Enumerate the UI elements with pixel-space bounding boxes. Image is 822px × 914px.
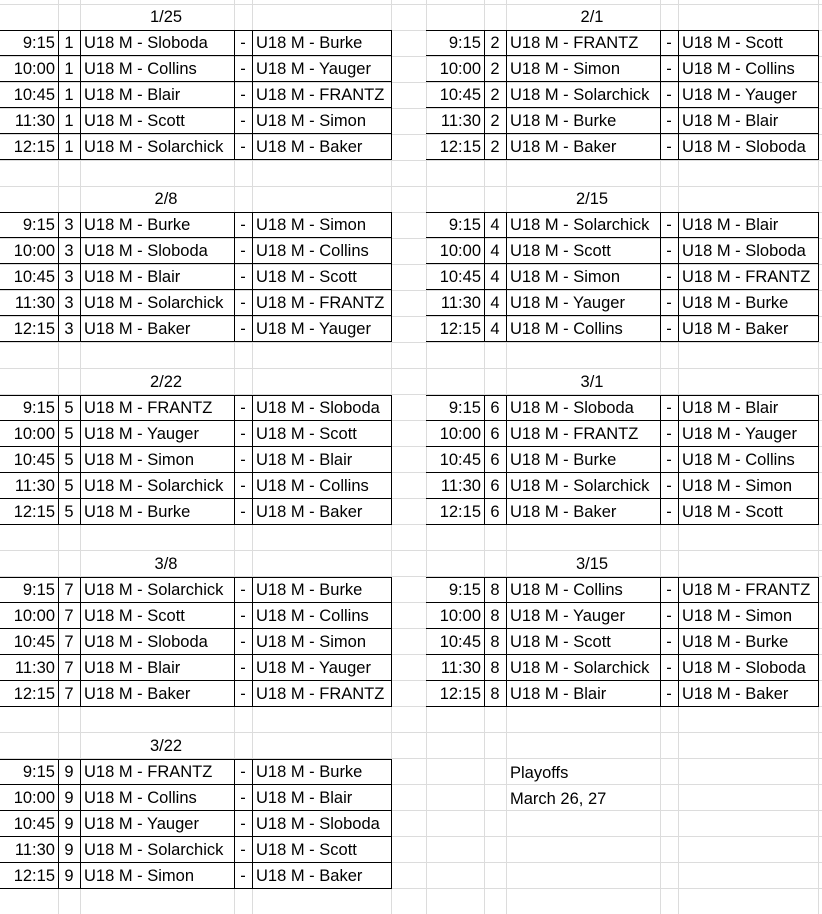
game-row xyxy=(0,238,822,264)
field-number-cell[interactable]: 9 xyxy=(64,763,74,781)
separator-cell[interactable]: - xyxy=(240,60,246,78)
game-row xyxy=(0,577,822,603)
home-team-cell[interactable]: U18 M - Collins xyxy=(84,789,197,807)
game-row xyxy=(0,134,822,160)
week-block-3-22 xyxy=(0,733,822,889)
game-row xyxy=(0,108,822,134)
home-team-cell[interactable]: U18 M - Solarchick xyxy=(84,294,224,312)
away-team-cell[interactable]: U18 M - Simon xyxy=(256,112,367,130)
game-time-cell[interactable]: 9:15 xyxy=(22,216,55,234)
game-time-cell[interactable]: 9:15 xyxy=(22,581,55,599)
separator-cell[interactable]: - xyxy=(240,581,246,599)
home-team-cell[interactable]: U18 M - Solarchick xyxy=(84,841,224,859)
home-team-cell[interactable]: U18 M - Blair xyxy=(84,268,181,286)
field-number-cell[interactable]: 9 xyxy=(64,867,74,885)
game-time-cell[interactable]: 11:30 xyxy=(14,477,55,495)
row-border xyxy=(426,159,818,160)
week-date[interactable]: 3/8 xyxy=(154,555,178,573)
field-number-cell[interactable]: 3 xyxy=(64,242,74,260)
game-time-cell[interactable]: 12:15 xyxy=(439,320,481,338)
away-team-cell[interactable]: U18 M - Yauger xyxy=(682,425,797,443)
away-team-cell[interactable]: U18 M - Scott xyxy=(256,425,357,443)
separator-cell[interactable]: - xyxy=(240,86,246,104)
game-time-cell[interactable]: 10:45 xyxy=(439,633,481,651)
field-number-cell[interactable]: 5 xyxy=(64,399,74,417)
separator-cell[interactable]: - xyxy=(240,320,246,338)
away-team-cell[interactable]: U18 M - FRANTZ xyxy=(256,685,385,703)
home-team-cell[interactable]: U18 M - Collins xyxy=(510,581,623,599)
separator-cell[interactable]: - xyxy=(240,294,246,312)
away-team-cell[interactable]: U18 M - Collins xyxy=(256,477,369,495)
game-row xyxy=(0,290,822,316)
separator-cell[interactable]: - xyxy=(240,477,246,495)
game-time-cell[interactable]: 10:00 xyxy=(13,607,55,625)
game-time-cell[interactable]: 9:15 xyxy=(22,34,55,52)
away-team-cell[interactable]: U18 M - Sloboda xyxy=(682,242,806,260)
separator-cell[interactable]: - xyxy=(666,294,672,312)
home-team-cell[interactable]: U18 M - Sloboda xyxy=(84,242,208,260)
field-number-cell[interactable]: 6 xyxy=(490,451,500,469)
field-number-cell[interactable]: 7 xyxy=(64,607,74,625)
away-team-cell[interactable]: U18 M - Blair xyxy=(682,112,779,130)
field-number-cell[interactable]: 7 xyxy=(64,685,74,703)
home-team-cell[interactable]: U18 M - Sloboda xyxy=(84,633,208,651)
away-team-cell[interactable]: U18 M - Burke xyxy=(256,763,363,781)
home-team-cell[interactable]: U18 M - Solarchick xyxy=(510,477,650,495)
field-number-cell[interactable]: 4 xyxy=(490,294,500,312)
game-time-cell[interactable]: 10:00 xyxy=(13,60,55,78)
game-time-cell[interactable]: 12:15 xyxy=(13,867,55,885)
game-time-cell[interactable]: 11:30 xyxy=(440,659,481,677)
field-number-cell[interactable]: 6 xyxy=(490,503,500,521)
away-team-cell[interactable]: U18 M - FRANTZ xyxy=(682,268,811,286)
separator-cell[interactable]: - xyxy=(666,581,672,599)
home-team-cell[interactable]: U18 M - Simon xyxy=(84,867,195,885)
row-border xyxy=(426,524,818,525)
game-row xyxy=(0,212,822,238)
away-team-cell[interactable]: U18 M - FRANTZ xyxy=(682,581,811,599)
game-time-cell[interactable]: 12:15 xyxy=(439,138,481,156)
home-team-cell[interactable]: U18 M - Scott xyxy=(84,607,185,625)
separator-cell[interactable]: - xyxy=(240,867,246,885)
home-team-cell[interactable]: U18 M - Simon xyxy=(510,60,621,78)
home-team-cell[interactable]: U18 M - Simon xyxy=(510,268,621,286)
week-date[interactable]: 3/22 xyxy=(149,737,183,755)
home-team-cell[interactable]: U18 M - Blair xyxy=(84,86,181,104)
game-time-cell[interactable]: 10:45 xyxy=(13,451,55,469)
field-number-cell[interactable]: 6 xyxy=(490,425,500,443)
field-number-cell[interactable]: 6 xyxy=(490,399,500,417)
field-number-cell[interactable]: 4 xyxy=(490,242,500,260)
game-time-cell[interactable]: 10:00 xyxy=(439,425,481,443)
separator-cell[interactable]: - xyxy=(666,633,672,651)
row-border xyxy=(0,888,391,889)
field-number-cell[interactable]: 5 xyxy=(64,477,74,495)
game-time-cell[interactable]: 10:45 xyxy=(13,86,55,104)
game-time-cell[interactable]: 11:30 xyxy=(14,294,55,312)
game-row xyxy=(0,629,822,655)
game-time-cell[interactable]: 10:00 xyxy=(13,425,55,443)
home-team-cell[interactable]: U18 M - Collins xyxy=(510,320,623,338)
field-number-cell[interactable]: 7 xyxy=(64,659,74,677)
separator-cell[interactable]: - xyxy=(240,242,246,260)
game-time-cell[interactable]: 10:00 xyxy=(439,607,481,625)
separator-cell[interactable]: - xyxy=(240,268,246,286)
week-block-2-15 xyxy=(0,186,822,342)
home-team-cell[interactable]: U18 M - Blair xyxy=(510,685,607,703)
game-time-cell[interactable]: 12:15 xyxy=(13,138,55,156)
separator-cell[interactable]: - xyxy=(240,789,246,807)
field-number-cell[interactable]: 8 xyxy=(490,633,500,651)
game-time-cell[interactable]: 9:15 xyxy=(448,581,481,599)
away-team-cell[interactable]: U18 M - Baker xyxy=(256,138,363,156)
field-number-cell[interactable]: 2 xyxy=(490,34,500,52)
field-number-cell[interactable]: 1 xyxy=(64,112,74,130)
grid-row-line xyxy=(0,342,822,343)
game-time-cell[interactable]: 10:00 xyxy=(439,60,481,78)
separator-cell[interactable]: - xyxy=(666,34,672,52)
separator-cell[interactable]: - xyxy=(240,815,246,833)
home-team-cell[interactable]: U18 M - Sloboda xyxy=(84,34,208,52)
home-team-cell[interactable]: U18 M - Burke xyxy=(510,112,617,130)
grid-row-line xyxy=(0,160,822,161)
game-row xyxy=(0,655,822,681)
away-team-cell[interactable]: U18 M - Scott xyxy=(256,268,357,286)
game-row xyxy=(0,30,822,56)
field-number-cell[interactable]: 9 xyxy=(64,789,74,807)
away-team-cell[interactable]: U18 M - Scott xyxy=(682,503,783,521)
separator-cell[interactable]: - xyxy=(240,659,246,677)
away-team-cell[interactable]: U18 M - Sloboda xyxy=(256,399,380,417)
game-time-cell[interactable]: 12:15 xyxy=(13,503,55,521)
away-team-cell[interactable]: U18 M - Baker xyxy=(682,685,789,703)
game-time-cell[interactable]: 10:45 xyxy=(13,815,55,833)
away-team-cell[interactable]: U18 M - Blair xyxy=(256,451,353,469)
away-team-cell[interactable]: U18 M - Baker xyxy=(256,503,363,521)
playoffs-label[interactable]: Playoffs xyxy=(510,764,569,782)
separator-cell[interactable]: - xyxy=(666,242,672,260)
home-team-cell[interactable]: U18 M - Solarchick xyxy=(510,86,650,104)
game-time-cell[interactable]: 10:00 xyxy=(439,242,481,260)
home-team-cell[interactable]: U18 M - Baker xyxy=(84,320,191,338)
field-number-cell[interactable]: 7 xyxy=(64,581,74,599)
separator-cell[interactable]: - xyxy=(666,607,672,625)
field-number-cell[interactable]: 1 xyxy=(64,60,74,78)
away-team-cell[interactable]: U18 M - Yauger xyxy=(682,86,797,104)
away-team-cell[interactable]: U18 M - Collins xyxy=(256,242,369,260)
week-date[interactable]: 2/22 xyxy=(149,373,183,391)
home-team-cell[interactable]: U18 M - Yauger xyxy=(510,607,625,625)
separator-cell[interactable]: - xyxy=(666,451,672,469)
away-team-cell[interactable]: U18 M - Sloboda xyxy=(682,659,806,677)
home-team-cell[interactable]: U18 M - FRANTZ xyxy=(84,763,213,781)
week-block-2-1 xyxy=(0,4,822,160)
week-block-3-1 xyxy=(0,369,822,525)
away-team-cell[interactable]: U18 M - Blair xyxy=(682,399,779,417)
week-date[interactable]: 3/1 xyxy=(580,373,604,391)
week-date[interactable]: 2/1 xyxy=(580,8,604,26)
field-number-cell[interactable]: 8 xyxy=(490,685,500,703)
field-number-cell[interactable]: 3 xyxy=(64,268,74,286)
separator-cell[interactable]: - xyxy=(666,268,672,286)
separator-cell[interactable]: - xyxy=(666,503,672,521)
separator-cell[interactable]: - xyxy=(666,138,672,156)
game-time-cell[interactable]: 9:15 xyxy=(448,399,481,417)
home-team-cell[interactable]: U18 M - Blair xyxy=(84,659,181,677)
separator-cell[interactable]: - xyxy=(240,633,246,651)
game-row xyxy=(0,421,822,447)
home-team-cell[interactable]: U18 M - Scott xyxy=(84,112,185,130)
home-team-cell[interactable]: U18 M - Baker xyxy=(84,685,191,703)
home-team-cell[interactable]: U18 M - Solarchick xyxy=(84,477,224,495)
game-row xyxy=(0,603,822,629)
game-time-cell[interactable]: 10:45 xyxy=(13,268,55,286)
game-time-cell[interactable]: 11:30 xyxy=(440,112,481,130)
field-number-cell[interactable]: 3 xyxy=(64,320,74,338)
game-time-cell[interactable]: 11:30 xyxy=(14,112,55,130)
separator-cell[interactable]: - xyxy=(666,112,672,130)
home-team-cell[interactable]: U18 M - Baker xyxy=(510,503,617,521)
separator-cell[interactable]: - xyxy=(240,685,246,703)
separator-cell[interactable]: - xyxy=(666,320,672,338)
home-team-cell[interactable]: U18 M - Solarchick xyxy=(510,216,650,234)
field-number-cell[interactable]: 4 xyxy=(490,216,500,234)
field-number-cell[interactable]: 2 xyxy=(490,112,500,130)
game-time-cell[interactable]: 10:00 xyxy=(13,242,55,260)
game-row xyxy=(0,863,822,889)
game-time-cell[interactable]: 12:15 xyxy=(13,685,55,703)
home-team-cell[interactable]: U18 M - Yauger xyxy=(510,294,625,312)
game-row xyxy=(0,447,822,473)
game-row xyxy=(0,395,822,421)
field-number-cell[interactable]: 8 xyxy=(490,607,500,625)
home-team-cell[interactable]: U18 M - FRANTZ xyxy=(510,425,639,443)
game-row xyxy=(0,681,822,707)
away-team-cell[interactable]: U18 M - Burke xyxy=(682,294,789,312)
week-date[interactable]: 2/8 xyxy=(154,190,178,208)
game-row xyxy=(0,473,822,499)
away-team-cell[interactable]: U18 M - Yauger xyxy=(256,60,371,78)
home-team-cell[interactable]: U18 M - Yauger xyxy=(84,815,199,833)
game-row xyxy=(0,264,822,290)
game-time-cell[interactable]: 9:15 xyxy=(22,399,55,417)
away-team-cell[interactable]: U18 M - Collins xyxy=(682,451,795,469)
field-number-cell[interactable]: 9 xyxy=(64,841,74,859)
home-team-cell[interactable]: U18 M - FRANTZ xyxy=(510,34,639,52)
home-team-cell[interactable]: U18 M - Scott xyxy=(510,242,611,260)
away-team-cell[interactable]: U18 M - Blair xyxy=(682,216,779,234)
away-team-cell[interactable]: U18 M - Burke xyxy=(682,633,789,651)
away-team-cell[interactable]: U18 M - Simon xyxy=(256,633,367,651)
home-team-cell[interactable]: U18 M - Scott xyxy=(510,633,611,651)
separator-cell[interactable]: - xyxy=(240,607,246,625)
field-number-cell[interactable]: 3 xyxy=(64,216,74,234)
field-number-cell[interactable]: 3 xyxy=(64,294,74,312)
week-block-3-15 xyxy=(0,551,822,707)
separator-cell[interactable]: - xyxy=(666,86,672,104)
field-number-cell[interactable]: 9 xyxy=(64,815,74,833)
away-team-cell[interactable]: U18 M - Baker xyxy=(256,867,363,885)
away-team-cell[interactable]: U18 M - Collins xyxy=(682,60,795,78)
game-row xyxy=(0,56,822,82)
separator-cell[interactable]: - xyxy=(666,399,672,417)
field-number-cell[interactable]: 1 xyxy=(64,34,74,52)
separator-cell[interactable]: - xyxy=(240,112,246,130)
field-number-cell[interactable]: 6 xyxy=(490,477,500,495)
game-time-cell[interactable]: 9:15 xyxy=(448,34,481,52)
separator-cell[interactable]: - xyxy=(666,659,672,677)
separator-cell[interactable]: - xyxy=(666,685,672,703)
game-time-cell[interactable]: 9:15 xyxy=(448,216,481,234)
game-time-cell[interactable]: 11:30 xyxy=(14,659,55,677)
away-team-cell[interactable]: U18 M - Scott xyxy=(256,841,357,859)
home-team-cell[interactable]: U18 M - Baker xyxy=(510,138,617,156)
away-team-cell[interactable]: U18 M - Sloboda xyxy=(256,815,380,833)
field-number-cell[interactable]: 5 xyxy=(64,451,74,469)
field-number-cell[interactable]: 1 xyxy=(64,138,74,156)
game-time-cell[interactable]: 10:45 xyxy=(439,268,481,286)
game-row xyxy=(0,837,822,863)
field-number-cell[interactable]: 4 xyxy=(490,320,500,338)
home-team-cell[interactable]: U18 M - Solarchick xyxy=(84,138,224,156)
field-number-cell[interactable]: 7 xyxy=(64,633,74,651)
game-time-cell[interactable]: 12:15 xyxy=(439,503,481,521)
home-team-cell[interactable]: U18 M - Burke xyxy=(510,451,617,469)
away-team-cell[interactable]: U18 M - Yauger xyxy=(256,659,371,677)
game-time-cell[interactable]: 10:45 xyxy=(13,633,55,651)
game-row xyxy=(0,811,822,837)
game-time-cell[interactable]: 11:30 xyxy=(440,477,481,495)
game-time-cell[interactable]: 12:15 xyxy=(439,685,481,703)
separator-cell[interactable]: - xyxy=(666,425,672,443)
field-number-cell[interactable]: 8 xyxy=(490,581,500,599)
away-team-cell[interactable]: U18 M - Burke xyxy=(256,581,363,599)
field-number-cell[interactable]: 1 xyxy=(64,86,74,104)
separator-cell[interactable]: - xyxy=(666,477,672,495)
game-row xyxy=(0,759,822,785)
away-team-cell[interactable]: U18 M - Blair xyxy=(256,789,353,807)
field-number-cell[interactable]: 2 xyxy=(490,138,500,156)
field-number-cell[interactable]: 5 xyxy=(64,503,74,521)
game-time-cell[interactable]: 11:30 xyxy=(440,294,481,312)
away-team-cell[interactable]: U18 M - Collins xyxy=(256,607,369,625)
separator-cell[interactable]: - xyxy=(240,216,246,234)
field-number-cell[interactable]: 2 xyxy=(490,86,500,104)
game-time-cell[interactable]: 10:45 xyxy=(439,451,481,469)
away-team-cell[interactable]: U18 M - Sloboda xyxy=(682,138,806,156)
week-date[interactable]: 2/15 xyxy=(575,190,609,208)
separator-cell[interactable]: - xyxy=(240,34,246,52)
home-team-cell[interactable]: U18 M - FRANTZ xyxy=(84,399,213,417)
separator-cell[interactable]: - xyxy=(240,399,246,417)
game-row xyxy=(0,499,822,525)
away-team-cell[interactable]: U18 M - FRANTZ xyxy=(256,294,385,312)
separator-cell[interactable]: - xyxy=(240,841,246,859)
game-time-cell[interactable]: 9:15 xyxy=(22,763,55,781)
away-team-cell[interactable]: U18 M - FRANTZ xyxy=(256,86,385,104)
home-team-cell[interactable]: U18 M - Burke xyxy=(84,216,191,234)
home-team-cell[interactable]: U18 M - Sloboda xyxy=(510,399,634,417)
away-team-cell[interactable]: U18 M - Baker xyxy=(682,320,789,338)
row-border xyxy=(426,706,818,707)
away-team-cell[interactable]: U18 M - Scott xyxy=(682,34,783,52)
week-date[interactable]: 1/25 xyxy=(149,8,183,26)
separator-cell[interactable]: - xyxy=(240,425,246,443)
separator-cell[interactable]: - xyxy=(666,216,672,234)
game-time-cell[interactable]: 10:00 xyxy=(13,789,55,807)
away-team-cell[interactable]: U18 M - Burke xyxy=(256,34,363,52)
home-team-cell[interactable]: U18 M - Solarchick xyxy=(84,581,224,599)
away-team-cell[interactable]: U18 M - Simon xyxy=(682,607,793,625)
home-team-cell[interactable]: U18 M - Yauger xyxy=(84,425,199,443)
week-date[interactable]: 3/15 xyxy=(575,555,609,573)
game-time-cell[interactable]: 10:45 xyxy=(439,86,481,104)
field-number-cell[interactable]: 5 xyxy=(64,425,74,443)
home-team-cell[interactable]: U18 M - Simon xyxy=(84,451,195,469)
game-time-cell[interactable]: 11:30 xyxy=(14,841,55,859)
game-row xyxy=(0,785,822,811)
field-number-cell[interactable]: 2 xyxy=(490,60,500,78)
separator-cell[interactable]: - xyxy=(240,138,246,156)
home-team-cell[interactable]: U18 M - Collins xyxy=(84,60,197,78)
home-team-cell[interactable]: U18 M - Solarchick xyxy=(510,659,650,677)
game-row xyxy=(0,316,822,342)
field-number-cell[interactable]: 4 xyxy=(490,268,500,286)
game-row xyxy=(0,82,822,108)
field-number-cell[interactable]: 8 xyxy=(490,659,500,677)
home-team-cell[interactable]: U18 M - Burke xyxy=(84,503,191,521)
away-team-cell[interactable]: U18 M - Simon xyxy=(682,477,793,495)
separator-cell[interactable]: - xyxy=(240,451,246,469)
separator-cell[interactable]: - xyxy=(666,60,672,78)
row-border xyxy=(426,341,818,342)
separator-cell[interactable]: - xyxy=(240,503,246,521)
playoffs-dates[interactable]: March 26, 27 xyxy=(510,790,607,808)
away-team-cell[interactable]: U18 M - Yauger xyxy=(256,320,371,338)
game-time-cell[interactable]: 12:15 xyxy=(13,320,55,338)
separator-cell[interactable]: - xyxy=(240,763,246,781)
away-team-cell[interactable]: U18 M - Simon xyxy=(256,216,367,234)
